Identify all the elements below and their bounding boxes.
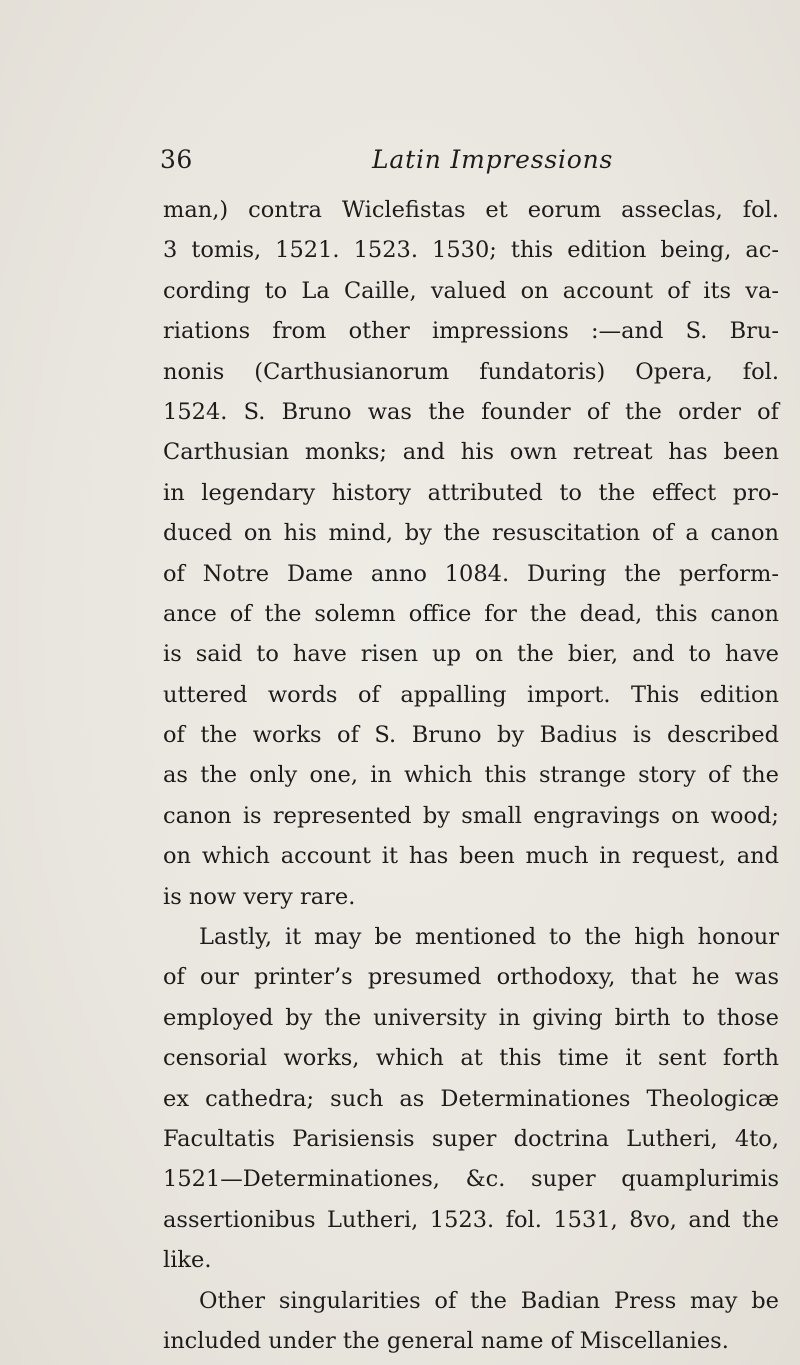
text-line: included under the general name of Miscellanies. xyxy=(163,1327,729,1354)
text-line: like. xyxy=(163,1247,212,1274)
text-line: employed by the university in giving birth to those xyxy=(163,1004,779,1031)
text-line: 1521—Determinationes, &c. super quamplurimis xyxy=(163,1166,779,1193)
text-line: Other singularities of the Badian Press may be xyxy=(199,1287,779,1314)
text-line: riations from other impressions :—and S. Bru- xyxy=(163,318,779,345)
text-line: is said to have risen up on the bier, and to have xyxy=(163,641,779,668)
text-line: duced on his mind, by the resuscitation of a canon xyxy=(163,520,779,547)
text-line: Carthusian monks; and his own retreat has been xyxy=(163,439,779,466)
text-line: is now very rare. xyxy=(163,883,356,910)
body-text xyxy=(163,190,779,1361)
text-line: Lastly, it may be mentioned to the high honour xyxy=(199,924,779,951)
text-line: man,) contra Wiclefistas et eorum asseclas, fol. xyxy=(163,197,779,223)
text-line: ex cathedra; such as Determinationes Theologicæ xyxy=(163,1085,779,1112)
text-line: 3 tomis, 1521. 1523. 1530; this edition being, ac- xyxy=(163,237,779,264)
text-line: Facultatis Parisiensis super doctrina Lutheri, 4to, xyxy=(163,1125,779,1152)
running-title: Latin Impressions xyxy=(372,145,614,174)
text-line: of the works of S. Bruno by Badius is described xyxy=(163,722,779,749)
text-line: uttered words of appalling import. This edition xyxy=(163,681,779,708)
text-line: nonis (Carthusianorum fundatoris) Opera, fol. xyxy=(163,358,779,385)
text-line: of Notre Dame anno 1084. During the perform- xyxy=(163,560,779,587)
running-head xyxy=(160,145,720,185)
text-line: censorial works, which at this time it sent forth xyxy=(163,1045,779,1072)
text-line: canon is represented by small engravings on wood; xyxy=(163,802,779,829)
text-line: on which account it has been much in request, and xyxy=(163,843,779,870)
text-line: assertionibus Lutheri, 1523. fol. 1531, 8vo, and the xyxy=(163,1206,779,1233)
text-line: in legendary history attributed to the effect pro- xyxy=(163,479,779,506)
text-line: ance of the solemn office for the dead, this canon xyxy=(163,600,779,627)
page-number: 36 xyxy=(160,145,193,174)
text-line: of our printer’s presumed orthodoxy, that he was xyxy=(163,964,779,991)
text-line: 1524. S. Bruno was the founder of the order of xyxy=(163,398,779,425)
text-line: as the only one, in which this strange story of the xyxy=(163,762,779,789)
text-line: cording to La Caille, valued on account of its va- xyxy=(163,277,779,304)
